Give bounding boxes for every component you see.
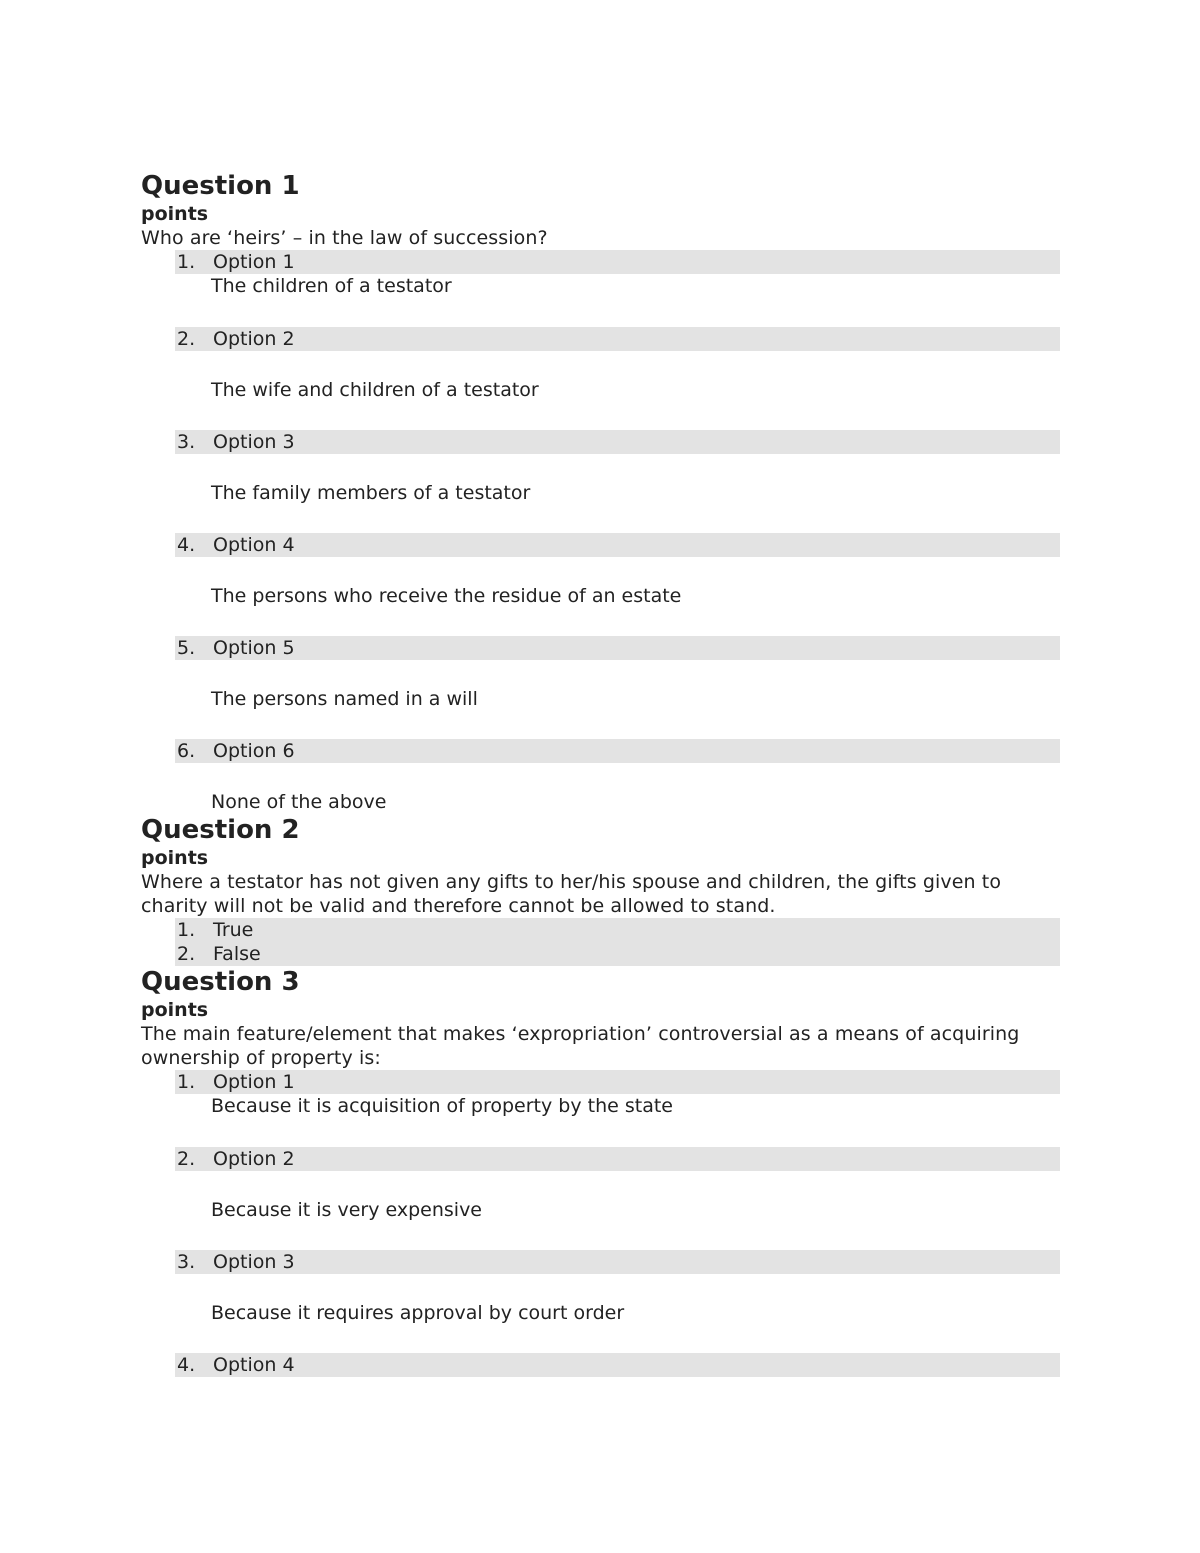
option-bar[interactable] <box>175 430 1060 454</box>
question-1 <box>141 170 1061 814</box>
option-label: Option 4 <box>213 534 295 556</box>
option-item[interactable] <box>175 533 1061 608</box>
option-item[interactable] <box>175 327 1061 402</box>
option-label: Option 5 <box>213 637 295 659</box>
option-bar[interactable] <box>175 1147 1060 1171</box>
option-label: Option 1 <box>213 251 295 273</box>
option-number: 6. <box>177 740 196 762</box>
option-bar[interactable] <box>175 1353 1060 1377</box>
option-item[interactable] <box>175 1250 1061 1325</box>
option-bar[interactable] <box>175 636 1060 660</box>
option-number: 4. <box>177 1354 196 1376</box>
option-text: The persons named in a will <box>211 688 478 710</box>
option-number: 2. <box>177 328 196 350</box>
option-text: The family members of a testator <box>211 482 531 504</box>
option-item[interactable] <box>175 1147 1061 1222</box>
option-text: The children of a testator <box>211 275 452 297</box>
question-text: Where a testator has not given any gifts to her/his spouse and children, the gifts given to charity will not be valid and therefore cannot be allowed to stand. <box>141 871 1002 917</box>
option-bar[interactable] <box>175 327 1060 351</box>
option-label: Option 3 <box>213 431 295 453</box>
option-text: Because it is very expensive <box>211 1199 483 1221</box>
question-title: Question 1 <box>141 171 300 201</box>
options-list <box>141 250 1061 814</box>
option-bar[interactable] <box>175 533 1060 557</box>
option-text: The persons who receive the residue of an estate <box>211 585 682 607</box>
option-item[interactable] <box>175 1070 1061 1118</box>
option-item[interactable] <box>175 918 1061 942</box>
option-number: 3. <box>177 431 196 453</box>
option-text: None of the above <box>211 791 387 813</box>
option-label: Option 3 <box>213 1251 295 1273</box>
option-number: 1. <box>177 1071 196 1093</box>
option-number: 2. <box>177 1148 196 1170</box>
option-label: Option 4 <box>213 1354 295 1376</box>
question-points: points <box>141 847 209 869</box>
document-body <box>141 170 1061 1377</box>
option-item[interactable] <box>175 739 1061 814</box>
question-title: Question 2 <box>141 815 300 845</box>
option-text: Because it is acquisition of property by the state <box>211 1095 673 1117</box>
option-label: Option 1 <box>213 1071 295 1093</box>
option-bar[interactable] <box>175 918 1060 942</box>
option-bar[interactable] <box>175 942 1060 966</box>
option-label: Option 2 <box>213 328 295 350</box>
option-item[interactable] <box>175 430 1061 505</box>
question-text: Who are ‘heirs’ – in the law of succession? <box>141 227 548 249</box>
option-text: The wife and children of a testator <box>211 379 539 401</box>
option-number: 3. <box>177 1251 196 1273</box>
option-label: True <box>213 919 254 941</box>
option-number: 1. <box>177 251 196 273</box>
option-number: 1. <box>177 919 196 941</box>
options-list <box>141 1070 1061 1377</box>
option-item[interactable] <box>175 942 1061 966</box>
question-text: The main feature/element that makes ‘expropriation’ controversial as a means of acquiring ownership of property is: <box>141 1023 1020 1069</box>
options-list <box>141 918 1061 966</box>
question-points: points <box>141 203 209 225</box>
option-bar[interactable] <box>175 739 1060 763</box>
question-3 <box>141 966 1061 1377</box>
option-label: Option 6 <box>213 740 295 762</box>
question-points: points <box>141 999 209 1021</box>
option-bar[interactable] <box>175 1070 1060 1094</box>
option-label: Option 2 <box>213 1148 295 1170</box>
option-number: 4. <box>177 534 196 556</box>
option-item[interactable] <box>175 636 1061 711</box>
question-2 <box>141 814 1061 966</box>
option-item[interactable] <box>175 1353 1061 1377</box>
option-bar[interactable] <box>175 1250 1060 1274</box>
option-item[interactable] <box>175 250 1061 298</box>
question-title: Question 3 <box>141 967 300 997</box>
option-number: 2. <box>177 943 196 965</box>
option-text: Because it requires approval by court order <box>211 1302 625 1324</box>
option-label: False <box>213 943 261 965</box>
option-bar[interactable] <box>175 250 1060 274</box>
option-number: 5. <box>177 637 196 659</box>
